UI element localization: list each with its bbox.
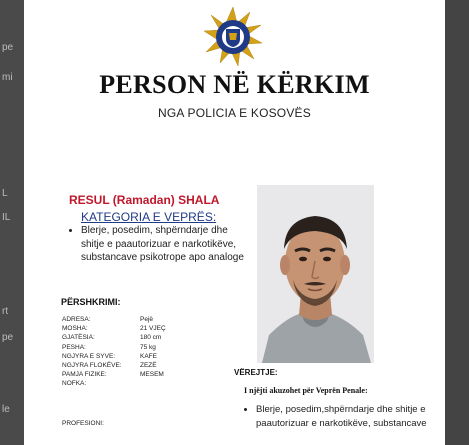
description-row: [62, 361, 166, 370]
description-value: ZEZË: [140, 361, 157, 369]
description-row: [62, 333, 166, 342]
background-text-fragment: pe: [2, 332, 14, 343]
description-row: [62, 370, 166, 379]
description-row: [62, 343, 166, 352]
description-key: PESHA:: [62, 343, 86, 351]
poster-title: PERSON NË KËRKIM: [99, 70, 370, 99]
background-text-fragment: rt: [2, 306, 9, 317]
background-text-fragment: L: [2, 188, 8, 199]
description-key: NGJYRA FLOKËVE:: [62, 361, 122, 369]
background-text-fragment: le: [2, 404, 10, 415]
remarks-list: [246, 403, 436, 431]
description-key: NGJYRA E SYVE:: [62, 352, 116, 360]
description-row: [62, 379, 166, 388]
remarks-label: VËREJTJE:: [234, 368, 278, 377]
category-label: KATEGORIA E VEPRËS:: [81, 210, 217, 224]
description-key: MOSHA:: [62, 325, 88, 333]
background-text-fragment: mi: [2, 72, 13, 83]
remarks-item: • Blerje, posedim,shpërndarje dhe shitje e paautorizuar e narkotikëve, substancave: [256, 403, 436, 431]
background-text-fragment: IL: [2, 212, 11, 223]
category-item: • Blerje, posedim, shpërndarje dhe shitje e paautorizuar e narkotikëve, substancave psikotrope apo analoge: [81, 224, 246, 265]
description-value: 180 cm: [140, 334, 162, 342]
description-key: NOFKA:: [62, 380, 87, 388]
description-key: GJATËSIA:: [62, 334, 95, 342]
kosovo-police-badge-icon: [202, 6, 264, 68]
suspect-photo: [257, 185, 374, 363]
poster-subtitle: NGA POLICIA E KOSOVËS: [158, 106, 311, 120]
description-value: 75 kg: [140, 343, 156, 351]
category-list: [69, 224, 246, 265]
description-value: 21 VJEÇ: [140, 325, 166, 333]
description-row: [62, 324, 166, 333]
description-label: PËRSHKRIMI:: [61, 297, 121, 307]
description-key: PAMJA FIZIKE:: [62, 371, 107, 379]
description-row: [62, 315, 166, 324]
description-key: ADRESA:: [62, 316, 91, 323]
description-value: Pejë: [140, 316, 154, 323]
wanted-poster: [24, 0, 445, 445]
description-row: [62, 352, 166, 361]
profession-label: PROFESIONI:: [62, 420, 104, 427]
description-value: KAFE: [140, 352, 157, 360]
remarks-note: I njëjti akuzohet për Veprën Penale:: [244, 386, 368, 395]
background-page-left: [0, 0, 24, 445]
description-value: MESEM: [140, 371, 164, 379]
description-table: [62, 315, 166, 389]
background-page-right: [445, 0, 469, 445]
background-text-fragment: pe: [2, 42, 14, 53]
suspect-name: RESUL (Ramadan) SHALA: [69, 193, 220, 207]
